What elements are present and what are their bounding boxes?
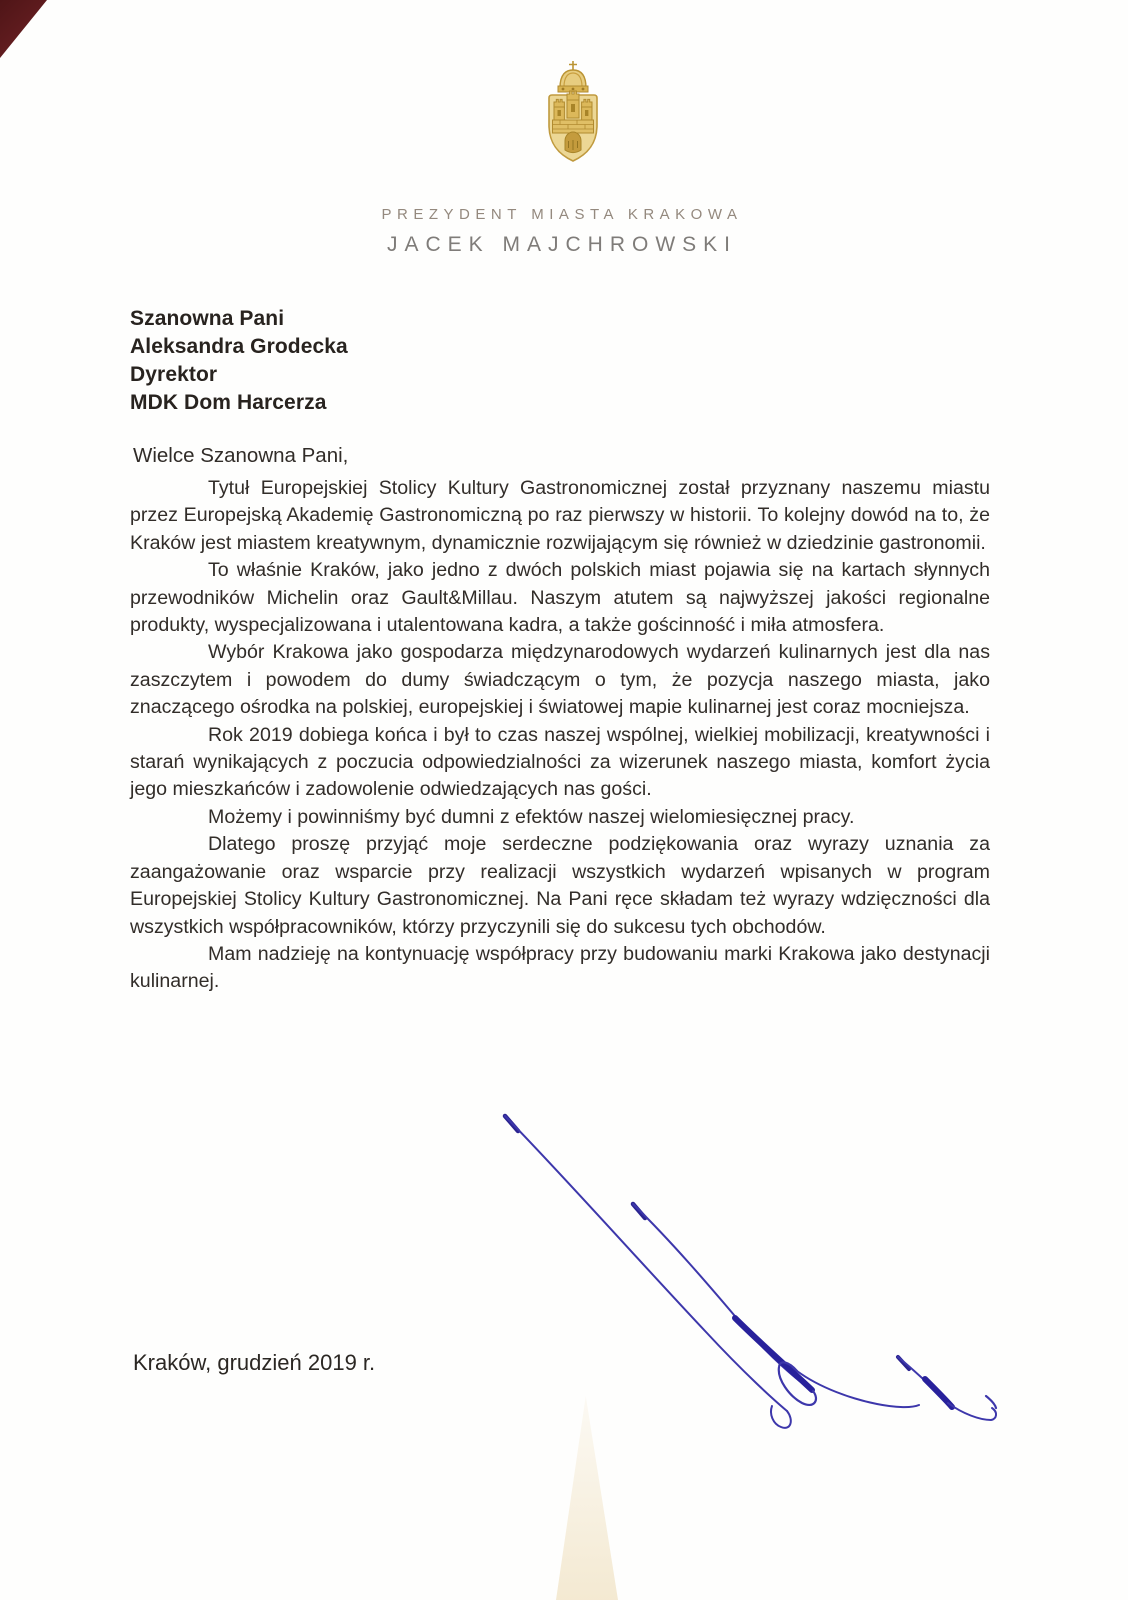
paragraph: Wybór Krakowa jako gospodarza międzynarodowych wydarzeń kulinarnych jest dla nas zaszczytem i powodem do dumy świadczącym o tym, że pozycja naszego miasta, jako znaczącego ośrodka na polskiej, europejskiej i światowej mapie kulinarnej jest coraz mocniejsza. bbox=[130, 641, 990, 719]
handwritten-signature-ink bbox=[460, 1075, 1020, 1445]
recipient-line: Szanowna Pani bbox=[130, 307, 285, 330]
salutation: Wielce Szanowna Pani, bbox=[133, 444, 349, 467]
letter-body bbox=[130, 475, 990, 996]
paragraph: To właśnie Kraków, jako jedno z dwóch polskich miast pojawia się na kartach słynnych przewodników Michelin oraz Gault&Millau. Naszym atutem są najwyższej jakości regionalne produkty, wyspecjalizowana i utalentowana kadra, a także gościnność i miła atmosfera. bbox=[130, 559, 990, 637]
crest-shield bbox=[549, 91, 597, 161]
date-line: Kraków, grudzień 2019 r. bbox=[133, 1350, 376, 1375]
recipient-block bbox=[130, 305, 348, 417]
letterhead-office-title: PREZYDENT MIASTA KRAKOWA bbox=[381, 206, 743, 223]
paragraph: Tytuł Europejskiej Stolicy Kultury Gastronomicznej został przyznany naszemu miastu przez Europejską Akademię Gastronomiczną po raz pierwszy w historii. To kolejny dowód na to, że Kraków jest miastem kreatywnym, dynamicznie rozwijającym się również w dziedzinie gastronomii. bbox=[130, 477, 990, 554]
paragraph: Mam nadzieję na kontynuację współpracy przy budowaniu marki Krakowa jako destynacji kulinarnej. bbox=[130, 942, 990, 993]
paragraph: Możemy i powinniśmy być dumni z efektów naszej wielomiesięcznej pracy. bbox=[208, 805, 855, 828]
crest-cross bbox=[569, 61, 577, 70]
crest-crown bbox=[558, 70, 588, 92]
recipient-line: Aleksandra Grodecka bbox=[130, 335, 348, 358]
recipient-line: Dyrektor bbox=[130, 363, 218, 386]
paragraph: Rok 2019 dobiega końca i był to czas naszej wspólnej, wielkiej mobilizacji, kreatywności i starań wynikających z poczucia odpowiedzialności za wizerunek naszego miasta, komfort życia jego mieszkańców i zadowolenie odwiedzających nas gości. bbox=[130, 723, 990, 801]
photo-corner-artifact bbox=[0, 0, 47, 58]
krakow-coat-of-arms-icon bbox=[544, 60, 602, 166]
recipient-line: MDK Dom Harcerza bbox=[130, 391, 327, 414]
letterhead-sender-name: JACEK MAJCHROWSKI bbox=[386, 233, 738, 256]
paragraph: Dlatego proszę przyjąć moje serdeczne podziękowania oraz wyrazy uznania za zaangażowanie oraz wsparcie przy realizacji wszystkich wydarzeń wpisanych w program Europejskiej Stolicy Kultury Gastronomicznej. Na Pani ręce składam też wyrazy wdzięczności dla wszystkich współpracowników, którzy przyczynili się do sukcesu tych obchodów. bbox=[130, 833, 990, 938]
